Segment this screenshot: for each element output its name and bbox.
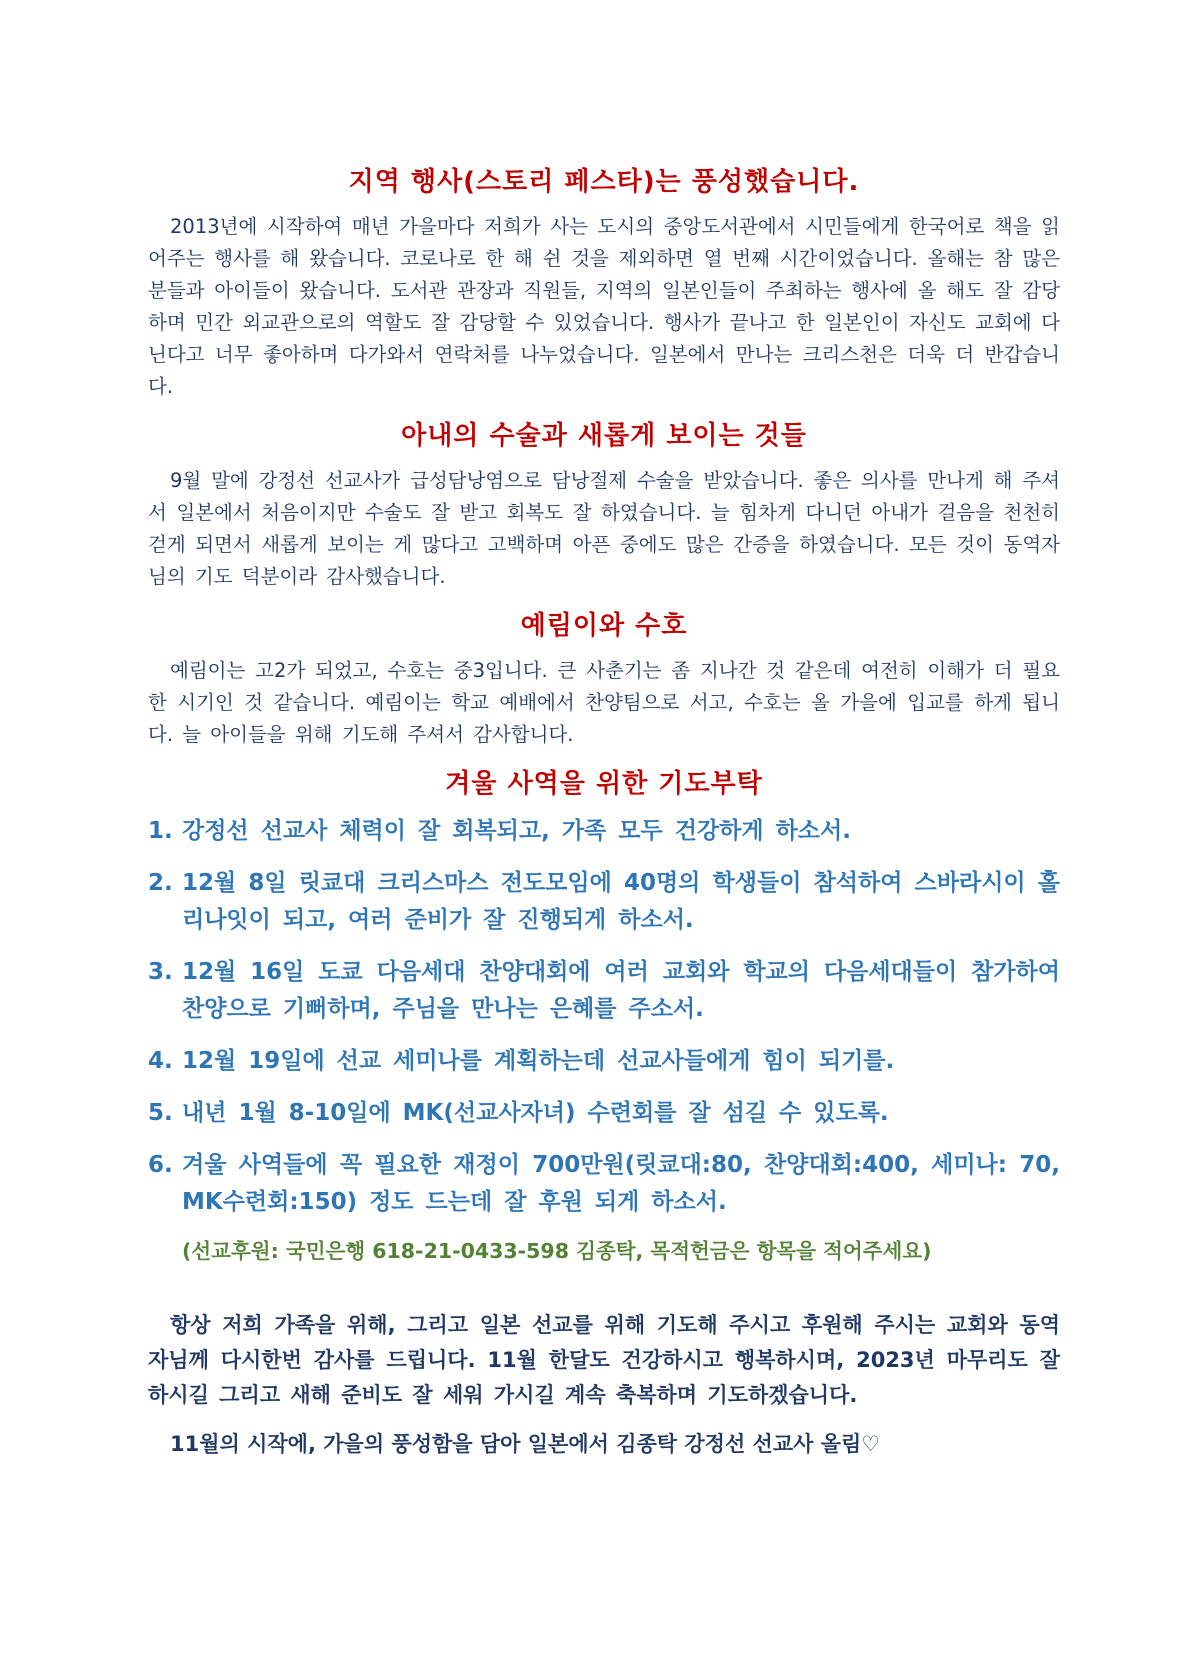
section-title-prayer: 겨울 사역을 위한 기도부탁 [445,769,763,799]
prayer-item [148,1095,1060,1132]
prayer-item-text: 12월 19일에 선교 세미나를 계획하는데 선교사들에게 힘이 되기를. [182,1048,895,1074]
section-body-children: 예림이는 고2가 되었고, 수호는 중3입니다. 큰 사춘기는 좀 지나간 것 같은데 여전히 이해가 더 필요한 시기인 것 같습니다. 예림이는 학교 예배에서 찬양팀으로 서고, 수호는 올 가을에 입교를 하게 됩니다. 늘 아이들을 위해 기도해 주셔서 감사합니다. [148,659,1060,746]
prayer-item-text: 겨울 사역들에 꼭 필요한 재정이 700만원(릿쿄대:80, 찬양대회:400, 세미나: 70, MK수련회:150) 정도 드는데 잘 후원 되게 하소서. [182,1152,1060,1215]
section-title-festa: 지역 행사(스토리 페스타)는 풍성했습니다. [348,167,860,197]
prayer-item [148,954,1060,1028]
section-title-surgery: 아내의 수술과 새롭게 보이는 것들 [401,421,807,451]
prayer-item [148,813,1060,850]
section-body-surgery: 9월 말에 강정선 선교사가 급성담낭염으로 담낭절제 수술을 받았습니다. 좋은 의사를 만나게 해 주셔서 일본에서 처음이지만 수술도 잘 받고 회복도 잘 하였습니다. 늘 힘차게 다니던 아내가 걸음을 천천히 걷게 되면서 새롭게 보이는 게 많다고 고백하며 아픈 중에도 많은 간증을 하였습니다. 모든 것이 동역자님의 기도 덕분이라 감사했습니다. [148,469,1060,588]
closing-message: 항상 저희 가족을 위해, 그리고 일본 선교를 위해 기도해 주시고 후원해 주시는 교회와 동역자님께 다시한번 감사를 드립니다. 11월 한달도 건강하시고 행복하시며, 2023년 마무리도 잘 하시길 그리고 새해 준비도 잘 세워 가시길 계속 축복하며 기도하겠습니다. [148,1313,1060,1407]
prayer-item-number: 5. [148,1100,173,1126]
prayer-request-list [148,813,1060,1221]
prayer-item-number: 6. [148,1152,173,1178]
prayer-item [148,1147,1060,1221]
prayer-item-text: 강정선 선교사 체력이 잘 회복되고, 가족 모두 건강하게 하소서. [182,818,851,844]
section-title-children: 예림이와 수호 [520,611,688,641]
prayer-item [148,1043,1060,1080]
prayer-item-text: 내년 1월 8-10일에 MK(선교사자녀) 수련회를 잘 섬길 수 있도록. [182,1100,889,1126]
signoff-line: 11월의 시작에, 가을의 풍성함을 담아 일본에서 김종탁 강정선 선교사 올림♡ [170,1432,881,1456]
newsletter-page [148,165,1060,1461]
spacer [148,1266,1060,1308]
prayer-item-text: 12월 8일 릿쿄대 크리스마스 전도모임에 40명의 학생들이 참석하여 스바라시이 홀리나잇이 되고, 여러 준비가 잘 진행되게 하소서. [182,870,1060,933]
prayer-item-number: 3. [148,959,173,985]
prayer-item-number: 1. [148,818,173,844]
support-account-note: (선교후원: 국민은행 618-21-0433-598 김종탁, 목적헌금은 항목을 적어주세요) [182,1239,932,1263]
prayer-item [148,865,1060,939]
section-body-festa: 2013년에 시작하여 매년 가을마다 저희가 사는 도시의 중앙도서관에서 시민들에게 한국어로 책을 읽어주는 행사를 해 왔습니다. 코로나로 한 해 쉰 것을 제외하면 열 번째 시간이었습니다. 올해는 참 많은 분들과 아이들이 왔습니다. 도서관 관장과 직원들, 지역의 일본인들이 주최하는 행사에 올 해도 잘 감당하며 민간 외교관으로의 역할도 잘 감당할 수 있었습니다. 행사가 끝나고 한 일본인이 자신도 교회에 다닌다고 너무 좋아하며 다가와서 연락처를 나누었습니다. 일본에서 만나는 크리스천은 더욱 더 반갑습니다. [148,215,1060,398]
prayer-item-text: 12월 16일 도쿄 다음세대 찬양대회에 여러 교회와 학교의 다음세대들이 참가하여 찬양으로 기뻐하며, 주님을 만나는 은혜를 주소서. [182,959,1060,1022]
prayer-item-number: 4. [148,1048,173,1074]
prayer-item-number: 2. [148,870,173,896]
